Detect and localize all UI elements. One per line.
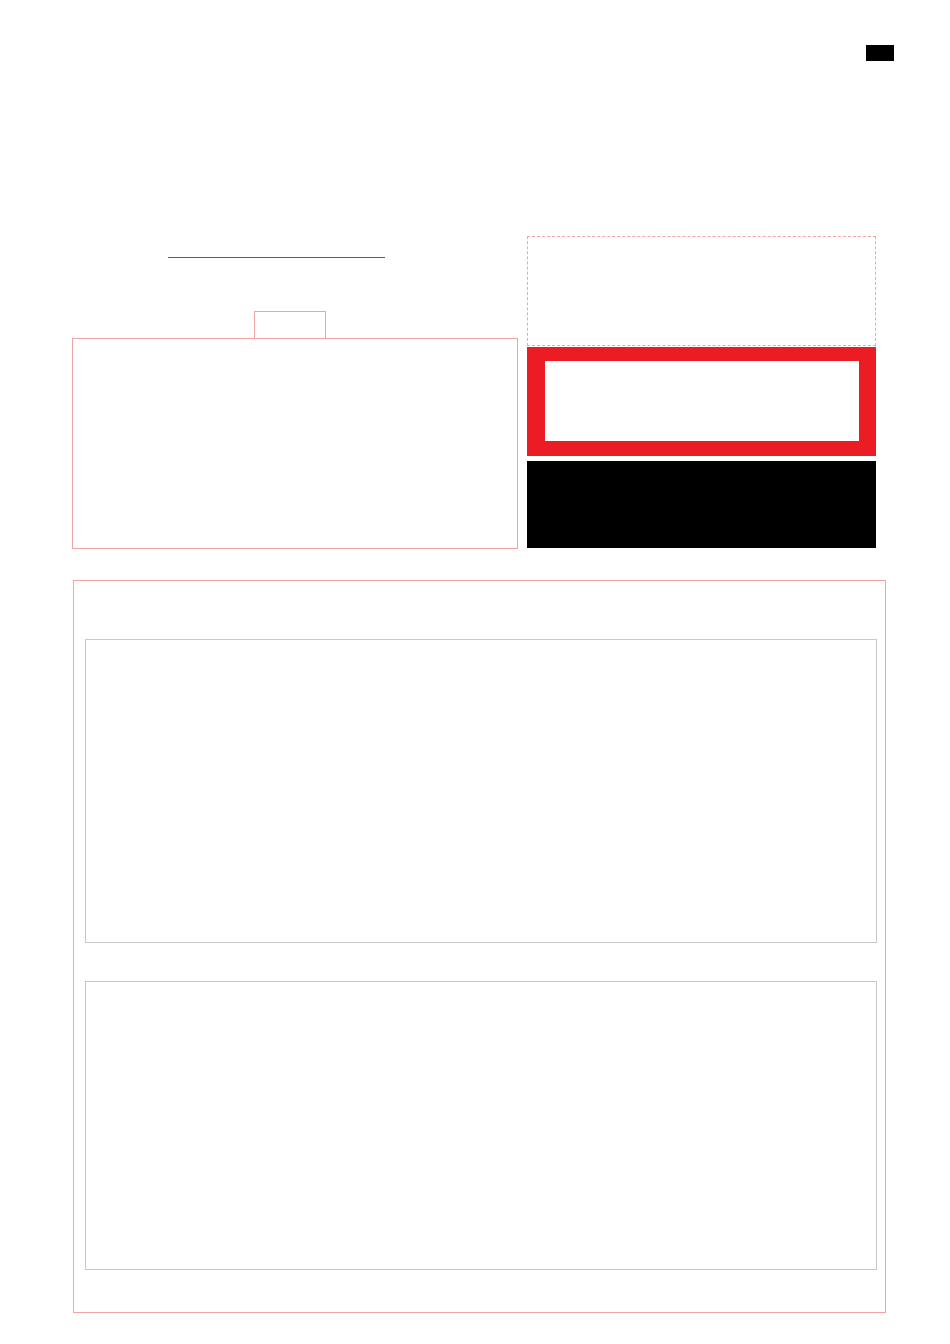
name-field[interactable] <box>168 257 385 258</box>
barcode-area <box>527 236 876 346</box>
page-number-tab <box>866 45 894 61</box>
choice-answer-box <box>85 639 877 943</box>
red-frame-block <box>527 347 876 456</box>
written-answer-box <box>85 981 877 1270</box>
black-block <box>527 461 876 548</box>
notice-box <box>72 338 518 549</box>
notice-tag <box>254 311 326 339</box>
